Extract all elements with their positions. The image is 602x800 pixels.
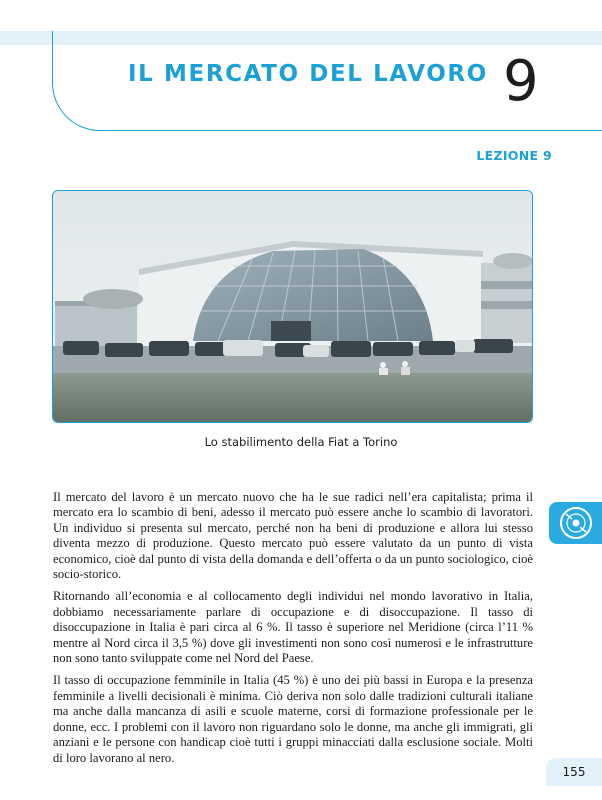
cd-icon xyxy=(558,506,594,540)
photo-illustration xyxy=(53,191,533,423)
paragraph: Il tasso di occupazione femminile in Italia (45 %) è uno dei più bassi in Europa e la presenza femminile a livelli decisionali è minima. Ciò deriva non solo dalle tradizioni culturali italiane ma anche dalla mancanza di asili e scuole materne, corsi di formazione professionale per le donne, ecc. I problemi con il lavoro non riguardano solo le donne, ma anche gli immigrati, gli anziani e le persone con handicap cioè tutti i gruppi minacciati dalla esclusione sociale. Molti di loro lavorano al nero. xyxy=(53,673,533,765)
lesson-label: LEZIONE 9 xyxy=(476,148,552,163)
fiat-plant-photo xyxy=(52,190,533,423)
chapter-number: 9 xyxy=(503,49,539,114)
paragraph: Ritornando all’economia e al collocamento degli individui nel mondo lavorativo in Italia, dobbiamo necessariamente parlare di occupazione e di disoccupazione. Il tasso di disoccupazione in Italia è pari circa al 6 %. Il tasso è superiore nel Meridione (circa l’11 % mentre al Nord circa il 3,5 %) dove gli investimenti non sono così numerosi e le infrastrutture non sono tanto sviluppate come nel Nord del Paese. xyxy=(53,589,533,666)
audio-cd-badge[interactable] xyxy=(549,502,602,544)
photo-caption: Lo stabilimento della Fiat a Torino xyxy=(204,435,398,449)
chapter-title: IL MERCATO DEL LAVORO xyxy=(128,61,488,87)
paragraph: Il mercato del lavoro è un mercato nuovo che ha le sue radici nell’era capitalista; prima il mercato era lo scambio di beni, adesso il mercato può essere anche lo scambio di lavoratori. Un individuo si presenta sul mercato, perché non ha beni di produzione e allora lui stesso diventa mezzo di produzione. Questo mercato può essere valutato da un punto di vista economico, cioè dal punto di vista della domanda e dell’offerta o da un punto sociologico, cioè socio-storico. xyxy=(53,490,533,582)
article-body xyxy=(53,490,533,773)
page-number: 155 xyxy=(546,758,602,786)
